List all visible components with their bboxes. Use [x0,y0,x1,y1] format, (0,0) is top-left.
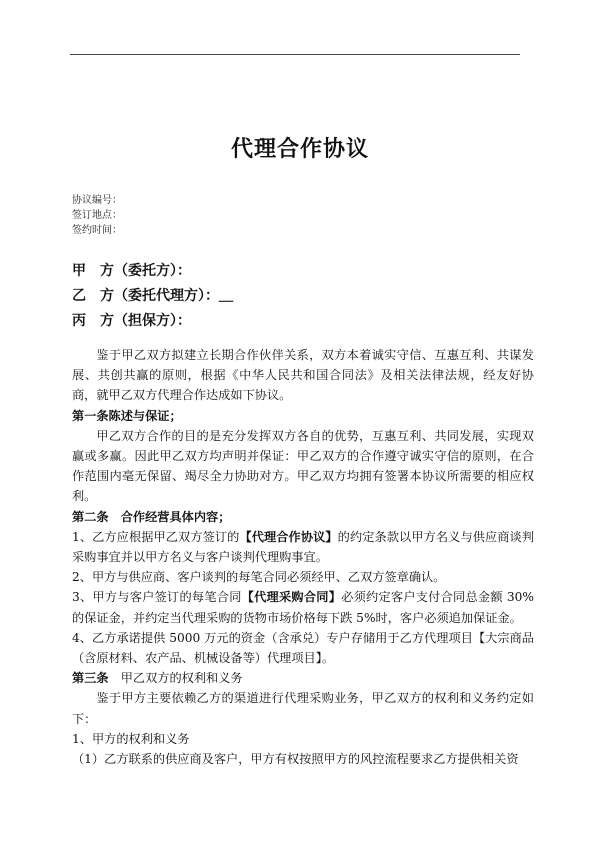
party-b-line: 乙 方（委托代理方）：＿ [72,288,233,304]
article-3-heading [72,668,534,688]
item-3-text-b: 必须约定客户支付合同总金额 30%的保证金，并约定当代理采购的货物市场价格每下跌 5%时，客户必须追加保证金。 [72,590,534,625]
article-1-heading: 第一条陈述与保证； [72,408,182,423]
item-3-contract-ref: 【代理采购合同】 [241,590,342,605]
sign-time-label: 签约时间： [72,225,122,236]
item-1-text-a: 1、乙方应根据甲乙双方签订的 [72,529,240,544]
party-c-line: 丙 方（担保方）： [72,313,191,329]
article-3-number: 第三条 [72,671,109,686]
contract-number-label: 协议编号： [72,195,122,206]
document-title: 代理合作协议 [230,137,369,162]
article-2-item-1 [72,527,534,567]
intro-paragraph: 鉴于甲乙双方拟建立长期合作伙伴关系，双方本着诚实守信、互惠互利、共谋发展、共创共赢的原则，根据《中华人民共和国合同法》及相关法律法规，经友好协商，就甲乙双方代理合作达成如下协议。 [72,348,534,403]
party-a-line: 甲 方（委托方）： [72,263,191,279]
item-3-text-a: 3、甲方与客户签订的每笔合同 [72,590,242,605]
item-1-text-b: 的约定条款以甲方名义与供应商谈判采购事宜并以甲方名义与客户谈判代理购事宜。 [72,529,535,565]
article-1-text: 甲乙双方合作的目的是充分发挥双方各自的优势，互惠互利、共同发展，实现双赢或多赢。因此甲乙双方均声明并保证：甲乙双方的合作遵守诚实守信的原则，在合作范围内毫无保留、竭尽全力协助对方。甲乙双方均拥有签署本协议所需要的相应权利。 [72,428,534,504]
article-3-title: 甲乙双方的权利和义务 [108,671,243,686]
parties-block [72,259,233,334]
item-1-contract-ref: 【代理合作协议】 [239,529,338,544]
sign-place-label: 签订地点： [72,210,122,221]
article-2-item-3 [72,587,534,627]
header-rule [70,54,520,55]
article-3-sub-1: 1、甲方的权利和义务 [72,731,190,746]
article-2-item-4: 4、乙方承诺提供 5000 万元的资金（含承兑）专户存储用于乙方代理项目【大宗商品（含原材料、农产品、机械设备等）代理项目】。 [72,630,534,666]
article-3-sub-1-item-1: （1）乙方联系的供应商及客户，甲方有权按照甲方的风控流程要求乙方提供相关资 [72,752,519,767]
contract-meta [72,193,122,238]
article-3-text: 鉴于甲方主要依赖乙方的渠道进行代理采购业务，甲乙双方的权利和义务约定如下： [72,691,534,726]
article-2-heading: 第二条 合作经营具体内容； [72,509,231,524]
contract-body [72,345,534,769]
article-2-item-2: 2、甲方与供应商、客户谈判的每笔合同必须经甲、乙双方签章确认。 [72,570,446,585]
